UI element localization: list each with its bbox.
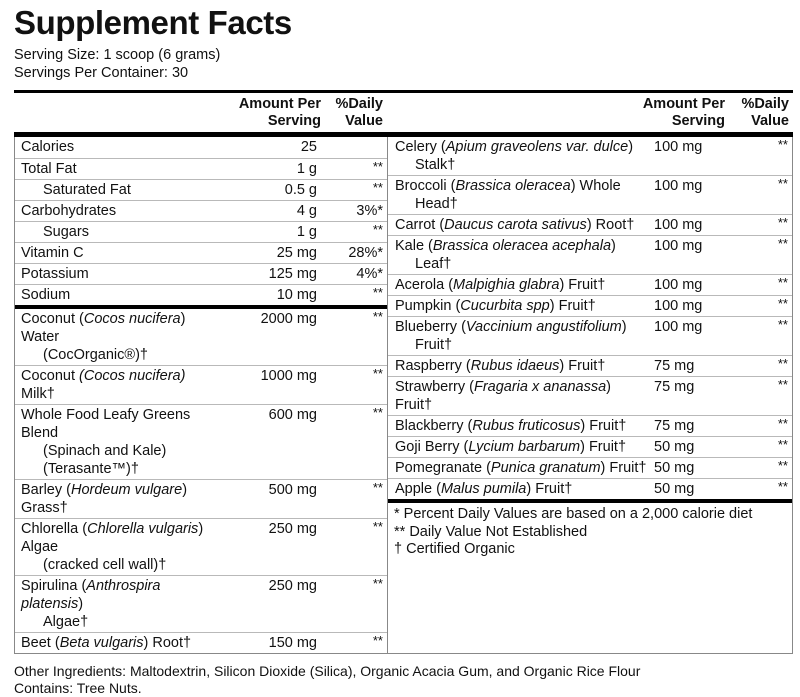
ingredient-amount: 1000 mg <box>260 368 317 384</box>
right-botanical-list <box>388 137 792 499</box>
nutrient-daily-value: ** <box>372 285 383 300</box>
latin-name: Daucus carota sativus <box>444 217 587 233</box>
ingredient-name-line1: Blackberry (Rubus fruticosus) Fruit† <box>395 418 627 434</box>
ingredient-name <box>388 297 650 315</box>
ingredient-amount: 150 mg <box>268 635 317 651</box>
serving-size-line: Serving Size: 1 scoop (6 grams) <box>14 47 221 63</box>
table-row <box>15 404 387 479</box>
ingredient-name <box>388 216 650 234</box>
ingredient-amount: 75 mg <box>654 418 695 434</box>
ingredient-amount: 100 mg <box>654 217 703 233</box>
table-row <box>388 457 792 478</box>
amount-header-line1-right: Amount Per <box>642 96 725 112</box>
ingredient-name-line1: Celery (Apium graveolens var. dulce) <box>395 139 634 155</box>
ingredient-name-line2: Leaf† <box>415 256 452 272</box>
footnote-line: † Certified Organic <box>394 541 515 557</box>
ingredient-amount: 600 mg <box>268 407 317 423</box>
ingredient-amount: 100 mg <box>654 238 703 254</box>
ingredient-name-line1: Whole Food Leafy Greens Blend <box>21 407 191 441</box>
latin-name: Vaccinium angustifolium <box>465 319 622 335</box>
ingredient-name-line1: Coconut (Cocos nucifera) Milk† <box>21 368 186 402</box>
ingredient-name-line2: (cracked cell wall)† <box>43 557 167 573</box>
column-header-right-pane <box>387 96 793 130</box>
table-row <box>15 479 387 518</box>
table-row <box>15 242 387 263</box>
latin-name: Beta vulgaris <box>59 635 144 651</box>
ingredient-name-line1: Pomegranate (Punica granatum) Fruit† <box>395 460 647 476</box>
ingredient-daily-value: ** <box>777 458 788 473</box>
other-ingredients-line: Other Ingredients: Maltodextrin, Silicon Dioxide (Silica), Organic Acacia Gum, and Organic Rice Flour <box>14 663 641 679</box>
ingredient-name-line1: Chlorella (Chlorella vulgaris) Algae <box>21 521 204 555</box>
contains-allergens-line: Contains: Tree Nuts. <box>14 680 142 696</box>
ingredient-amount: 100 mg <box>654 277 703 293</box>
ingredient-name-line2: (CocOrganic®)† <box>43 347 148 363</box>
ingredient-name-line1: Blueberry (Vaccinium angustifolium) <box>395 319 627 335</box>
ingredient-daily-value: ** <box>777 275 788 290</box>
nutrient-daily-value: 3%* <box>356 203 383 219</box>
ingredient-daily-value: ** <box>372 576 383 591</box>
ingredient-name <box>388 417 650 435</box>
footnote-line: * Percent Daily Values are based on a 2,000 calorie diet <box>394 506 753 522</box>
column-header-left-pane <box>14 96 387 130</box>
table-row <box>15 179 387 200</box>
nutrient-amount: 125 mg <box>268 266 317 282</box>
table-row <box>15 221 387 242</box>
ingredient-daily-value: ** <box>372 633 383 648</box>
latin-name: Cocos nucifera <box>83 311 181 327</box>
footnote-line: ** Daily Value Not Established <box>394 523 588 540</box>
latin-name: Chlorella vulgaris <box>87 521 199 537</box>
amount-header-line1: Amount Per <box>238 96 321 112</box>
ingredient-daily-value: ** <box>372 309 383 324</box>
ingredient-amount: 100 mg <box>654 298 703 314</box>
ingredient-amount: 75 mg <box>654 358 695 374</box>
ingredient-daily-value: ** <box>777 479 788 494</box>
table-row <box>388 295 792 316</box>
latin-name: Apium graveolens var. dulce <box>445 139 629 155</box>
latin-name: (Cocos nucifera) <box>79 368 186 384</box>
ingredient-name-line1: Barley (Hordeum vulgare) Grass† <box>21 482 188 516</box>
servings-per-container-line: Servings Per Container: 30 <box>14 65 189 81</box>
ingredient-name-line2: (Spinach and Kale) (Terasante™)† <box>43 443 167 477</box>
nutrient-name: Sodium <box>21 287 71 303</box>
ingredient-name-line1: Strawberry (Fragaria x ananassa) Fruit† <box>395 379 611 413</box>
table-row <box>15 200 387 221</box>
dv-header-line2: Value <box>345 113 383 129</box>
ingredient-name <box>388 237 650 273</box>
latin-name: Fragaria x ananassa <box>473 379 607 395</box>
ingredient-name-line1: Goji Berry (Lycium barbarum) Fruit† <box>395 439 627 455</box>
nutrient-name: Sugars <box>43 224 89 240</box>
ingredient-daily-value: ** <box>372 519 383 534</box>
ingredient-daily-value: ** <box>777 215 788 230</box>
left-botanical-list <box>15 309 387 653</box>
table-row <box>15 158 387 179</box>
dv-header-line1-right: %Daily <box>741 96 789 112</box>
ingredient-daily-value: ** <box>777 416 788 431</box>
column-header-row <box>14 93 793 132</box>
ingredient-name <box>388 480 650 498</box>
nutrient-name: Calories <box>21 139 75 155</box>
nutrient-amount: 25 <box>300 139 317 155</box>
latin-name: Rubus idaeus <box>470 358 560 374</box>
ingredient-name-line1: Raspberry (Rubus idaeus) Fruit† <box>395 358 606 374</box>
footnotes <box>388 499 792 562</box>
ingredient-daily-value: ** <box>777 296 788 311</box>
nutrient-daily-value: ** <box>372 159 383 174</box>
table-row <box>15 137 387 158</box>
ingredient-name-line1: Spirulina (Anthrospira platensis) <box>21 578 161 612</box>
nutrient-amount: 4 g <box>296 203 317 219</box>
column-header-dv-left <box>321 96 387 130</box>
table-row <box>388 316 792 355</box>
ingredient-name <box>15 367 217 403</box>
ingredient-daily-value: ** <box>777 437 788 452</box>
page-title: Supplement Facts <box>14 4 292 41</box>
table-row <box>388 214 792 235</box>
table-frame <box>14 137 793 654</box>
column-header-amount-left <box>213 96 321 130</box>
table-panels <box>15 137 792 653</box>
ingredient-daily-value: ** <box>777 377 788 392</box>
nutrient-daily-value: ** <box>372 222 383 237</box>
latin-name: Malpighia glabra <box>453 277 560 293</box>
left-panel <box>15 137 388 653</box>
latin-name: Brassica oleracea acephala <box>432 238 612 254</box>
latin-name: Malus pumila <box>440 481 527 497</box>
ingredient-name <box>15 520 217 574</box>
ingredient-name <box>15 310 217 364</box>
amount-header-line2: Serving <box>267 113 321 129</box>
ingredient-name-line1: Apple (Malus pumila) Fruit† <box>395 481 573 497</box>
ingredient-daily-value: ** <box>777 317 788 332</box>
nutrient-amount: 10 mg <box>276 287 317 303</box>
ingredient-name-line2: Algae† <box>43 614 89 630</box>
table-row <box>15 309 387 365</box>
dv-header-line2-right: Value <box>751 113 789 129</box>
ingredient-name-line1: Carrot (Daucus carota sativus) Root† <box>395 217 635 233</box>
nutrient-daily-value: 4%* <box>356 266 383 282</box>
dv-header-line1: %Daily <box>335 96 383 112</box>
ingredient-amount: 100 mg <box>654 319 703 335</box>
ingredient-amount: 250 mg <box>268 521 317 537</box>
ingredient-daily-value: ** <box>777 356 788 371</box>
ingredient-amount: 100 mg <box>654 139 703 155</box>
table-row <box>388 137 792 175</box>
ingredient-name <box>15 577 217 631</box>
table-row <box>15 365 387 404</box>
ingredient-name <box>388 438 650 456</box>
ingredient-name <box>388 318 650 354</box>
table-row <box>388 175 792 214</box>
latin-name: Punica granatum <box>490 460 601 476</box>
column-header-name-spacer <box>14 96 213 130</box>
ingredient-daily-value: ** <box>777 236 788 251</box>
ingredient-name <box>15 481 217 517</box>
table-row <box>15 518 387 575</box>
latin-name: Lycium barbarum <box>468 439 581 455</box>
latin-name: Anthrospira platensis <box>21 578 161 612</box>
table-row <box>388 355 792 376</box>
ingredient-name-line1: Kale (Brassica oleracea acephala) <box>395 238 616 254</box>
latin-name: Cucurbita spp <box>460 298 550 314</box>
nutrient-name: Total Fat <box>21 161 77 177</box>
ingredient-name-line1: Coconut (Cocos nucifera) Water <box>21 311 186 345</box>
nutrient-name: Carbohydrates <box>21 203 117 219</box>
ingredient-name-line1: Pumpkin (Cucurbita spp) Fruit† <box>395 298 596 314</box>
ingredient-amount: 75 mg <box>654 379 695 395</box>
ingredient-amount: 50 mg <box>654 460 695 476</box>
ingredient-name <box>388 177 650 213</box>
ingredient-daily-value: ** <box>372 480 383 495</box>
amount-header-line2-right: Serving <box>671 113 725 129</box>
table-row <box>388 478 792 499</box>
ingredient-name-line2: Head† <box>415 196 458 212</box>
nutrient-amount: 1 g <box>296 161 317 177</box>
ingredient-name <box>15 634 217 652</box>
ingredient-name <box>15 406 217 478</box>
supplement-facts-label <box>14 4 793 697</box>
nutrient-name: Vitamin C <box>21 245 84 261</box>
ingredient-name-line2: Stalk† <box>415 157 456 173</box>
column-header-dv-right <box>725 96 793 130</box>
nutrient-daily-value: ** <box>372 180 383 195</box>
table-header-top-rule <box>14 90 793 132</box>
table-row <box>388 235 792 274</box>
ingredient-name <box>388 276 650 294</box>
ingredient-amount: 250 mg <box>268 578 317 594</box>
ingredient-name-line1: Beet (Beta vulgaris) Root† <box>21 635 192 651</box>
table-row <box>388 415 792 436</box>
ingredient-daily-value: ** <box>372 405 383 420</box>
table-row <box>388 436 792 457</box>
ingredient-amount: 2000 mg <box>260 311 317 327</box>
table-row <box>15 284 387 305</box>
ingredient-amount: 50 mg <box>654 481 695 497</box>
column-header-name-spacer-right <box>387 96 613 130</box>
latin-name: Rubus fruticosus <box>472 418 581 434</box>
ingredient-name <box>388 138 650 174</box>
ingredient-name <box>388 357 650 375</box>
nutrient-amount: 0.5 g <box>284 182 317 198</box>
nutrient-amount: 1 g <box>296 224 317 240</box>
ingredient-name-line1: Acerola (Malpighia glabra) Fruit† <box>395 277 606 293</box>
ingredient-name <box>388 378 650 414</box>
latin-name: Brassica oleracea <box>455 178 571 194</box>
nutrient-name: Potassium <box>21 266 89 282</box>
other-ingredients <box>14 663 793 697</box>
right-panel <box>388 137 792 653</box>
nutrient-list <box>15 137 387 305</box>
ingredient-amount: 100 mg <box>654 178 703 194</box>
table-row <box>388 376 792 415</box>
ingredient-daily-value: ** <box>372 366 383 381</box>
ingredient-daily-value: ** <box>777 176 788 191</box>
ingredient-name <box>388 459 650 477</box>
table-row <box>15 263 387 284</box>
ingredient-amount: 500 mg <box>268 482 317 498</box>
latin-name: Hordeum vulgare <box>70 482 183 498</box>
ingredient-amount: 50 mg <box>654 439 695 455</box>
ingredient-name-line2: Fruit† <box>415 337 453 353</box>
column-header-amount-right <box>613 96 725 130</box>
table-row <box>15 575 387 632</box>
ingredient-name-line1: Broccoli (Brassica oleracea) Whole <box>395 178 621 194</box>
nutrient-daily-value: 28%* <box>348 245 383 261</box>
table-row <box>15 632 387 653</box>
table-row <box>388 274 792 295</box>
ingredient-daily-value: ** <box>777 137 788 152</box>
nutrient-amount: 25 mg <box>276 245 317 261</box>
nutrient-name: Saturated Fat <box>43 182 131 198</box>
